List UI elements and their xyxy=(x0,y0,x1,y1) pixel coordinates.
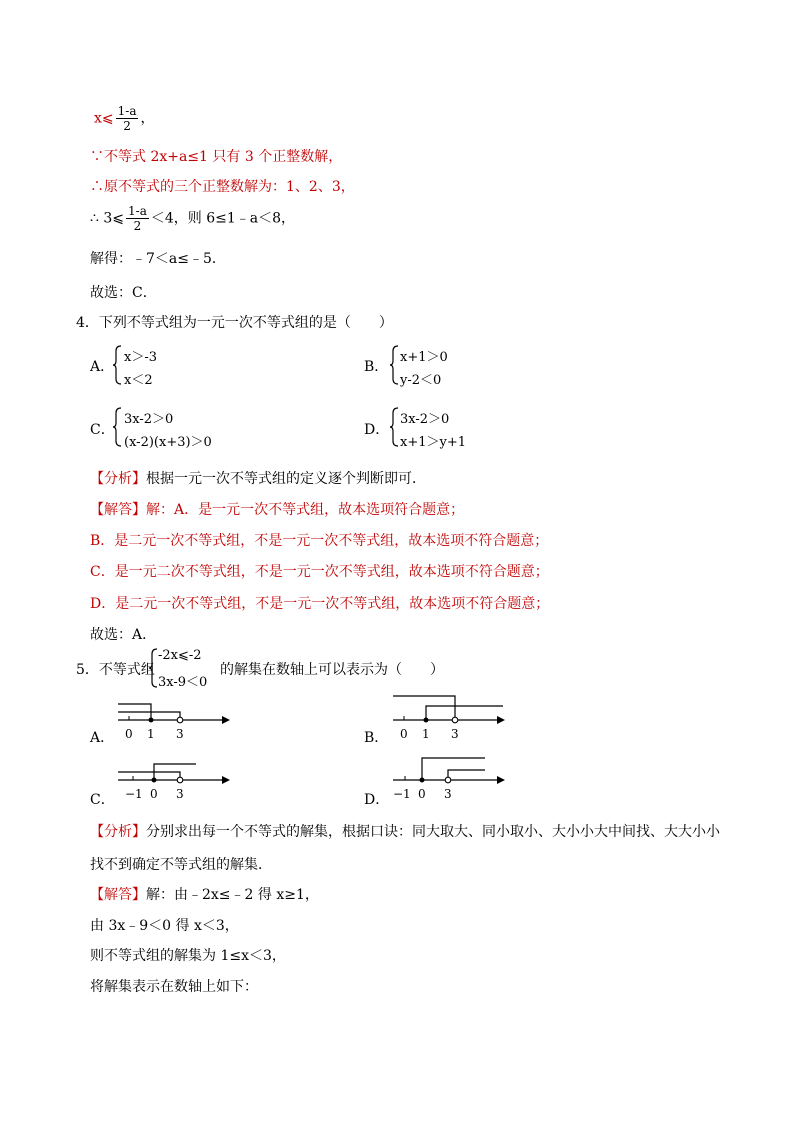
q5-stem-prefix: 5．不等式组 xyxy=(76,662,155,678)
q4-option-c-ineq-2: (x-2)(x+3)＞0 xyxy=(124,435,212,450)
q5-ineq-1: -2x⩽-2 xyxy=(158,648,202,663)
hollow-dot xyxy=(177,777,183,783)
q4-choice: 故选：A． xyxy=(90,627,157,643)
answer-text: 解：A．是一元一次不等式组，故本选项符合题意； xyxy=(146,502,465,518)
hollow-dot xyxy=(177,717,183,723)
expr-prefix: x⩽ xyxy=(94,110,114,127)
ray-left xyxy=(393,696,455,720)
q4-option-d-ineq-1: 3x-2＞0 xyxy=(400,412,450,427)
brace-icon xyxy=(148,648,158,688)
q4-analysis xyxy=(90,468,426,488)
q4-option-b-ineq-2: y-2＜0 xyxy=(400,373,442,388)
q4-option-c-ineq-1: 3x-2＞0 xyxy=(124,412,174,427)
solution-step-fraction-1 xyxy=(94,104,154,133)
tick-label: −1 xyxy=(125,787,143,801)
analysis-text: 分别求出每一个不等式的解集，根据口诀：同大取大、同小取小、大小小大中间找、大大小小 xyxy=(146,824,720,840)
q4-answer-line-2: B．是二元一次不等式组，不是一元一次不等式组，故本选项不符合题意； xyxy=(90,533,549,549)
q4-option-c-label: C． xyxy=(90,422,115,438)
q5-answer-line-1 xyxy=(90,884,319,904)
q5-ineq-2: 3x-9＜0 xyxy=(158,675,208,690)
fraction-numerator: 1-a xyxy=(117,104,137,118)
q5-analysis-line-2: 找不到确定不等式组的解集． xyxy=(90,857,272,873)
q5-option-d-label: D． xyxy=(364,792,390,808)
solution-step-5: 解得：﹣7＜a≤﹣5． xyxy=(90,251,226,267)
ray-right xyxy=(422,758,485,780)
tick-label: 0 xyxy=(400,727,408,741)
ray-right xyxy=(426,706,503,720)
q4-option-b-ineq-1: x+1＞0 xyxy=(400,350,448,365)
q5-option-d-number-line xyxy=(385,752,515,804)
analysis-tag: 【分析】 xyxy=(90,471,146,487)
ray-right xyxy=(448,770,485,780)
fraction-denominator: 2 xyxy=(133,219,142,233)
analysis-text: 根据一元一次不等式组的定义逐个判断即可． xyxy=(146,471,426,487)
solid-dot xyxy=(149,718,154,723)
tick-label: −1 xyxy=(393,787,411,801)
solution-step-fraction-2 xyxy=(90,204,295,233)
tick-label: 3 xyxy=(451,727,459,741)
solution-choice: 故选：C． xyxy=(90,285,157,301)
tick-label: 0 xyxy=(150,787,158,801)
q4-answer-line-1 xyxy=(90,499,464,519)
arrow-icon xyxy=(222,776,230,784)
ray-left xyxy=(118,772,180,780)
answer-tag: 【解答】 xyxy=(90,502,146,518)
solid-dot xyxy=(424,718,429,723)
tick-label: 0 xyxy=(125,727,133,741)
q4-option-a-label: A． xyxy=(90,359,115,375)
fraction-numerator: 1-a xyxy=(128,204,147,218)
q5-option-b-label: B． xyxy=(364,730,389,746)
expr-prefix: ∴ 3⩽ xyxy=(90,210,124,227)
q5-answer-line-2: 由 3x﹣9＜0 得 x＜3， xyxy=(90,918,239,934)
tick-label: 1 xyxy=(147,727,155,741)
q4-option-d-ineq-2: x+1＞y+1 xyxy=(400,435,467,450)
brace-icon xyxy=(112,345,122,385)
tick-label: 3 xyxy=(176,727,184,741)
tick-label: 0 xyxy=(418,787,426,801)
q4-option-a-ineq-2: x＜2 xyxy=(124,373,153,388)
answer-text: 解：由﹣2x≤﹣2 得 x≥1， xyxy=(146,887,319,903)
hollow-dot xyxy=(445,777,451,783)
q4-option-a-ineq-1: x＞-3 xyxy=(124,350,157,365)
q4-answer-line-4: D．是二元一次不等式组，不是一元一次不等式组，故本选项不符合题意； xyxy=(90,596,550,612)
solid-dot xyxy=(152,778,157,783)
q4-option-b-label: B． xyxy=(364,359,389,375)
q5-answer-line-4: 将解集表示在数轴上如下： xyxy=(90,979,258,995)
q5-option-a-label: A． xyxy=(90,730,115,746)
expr-suffix: ＜4，则 6≤1﹣a＜8， xyxy=(150,210,295,227)
tick-label: 3 xyxy=(444,787,452,801)
q5-option-b-number-line xyxy=(385,690,515,744)
q4-stem: 4．下列不等式组为一元一次不等式组的是（ ） xyxy=(76,315,393,331)
fraction-denominator: 2 xyxy=(123,119,131,133)
q4-answer-line-3: C．是一元二次不等式组，不是一元一次不等式组，故本选项不符合题意； xyxy=(90,564,549,580)
analysis-tag: 【分析】 xyxy=(90,824,146,840)
solution-step-2: ∵不等式 2x+a≤1 只有 3 个正整数解， xyxy=(90,149,343,165)
brace-icon xyxy=(389,345,399,385)
fraction xyxy=(126,204,149,233)
tick-label: 1 xyxy=(422,727,430,741)
expr-suffix: ， xyxy=(140,110,155,127)
q5-answer-line-3: 则不等式组的解集为 1≤x＜3， xyxy=(90,948,286,964)
arrow-icon xyxy=(222,716,230,724)
arrow-icon xyxy=(497,776,505,784)
brace-icon xyxy=(389,407,399,447)
solid-dot xyxy=(420,778,425,783)
q5-stem-suffix: 的解集在数轴上可以表示为（ ） xyxy=(220,662,444,678)
arrow-icon xyxy=(497,716,505,724)
q5-option-c-number-line xyxy=(110,754,240,804)
q4-option-d-label: D． xyxy=(364,422,390,438)
q5-analysis-line-1 xyxy=(90,821,720,841)
q5-option-a-number-line xyxy=(110,694,240,744)
answer-tag: 【解答】 xyxy=(90,887,146,903)
hollow-dot xyxy=(452,717,458,723)
tick-label: 3 xyxy=(176,787,184,801)
fraction xyxy=(116,104,139,133)
q5-option-c-label: C． xyxy=(90,792,115,808)
brace-icon xyxy=(112,407,122,447)
solution-step-3: ∴原不等式的三个正整数解为：1、2、3， xyxy=(90,179,355,195)
